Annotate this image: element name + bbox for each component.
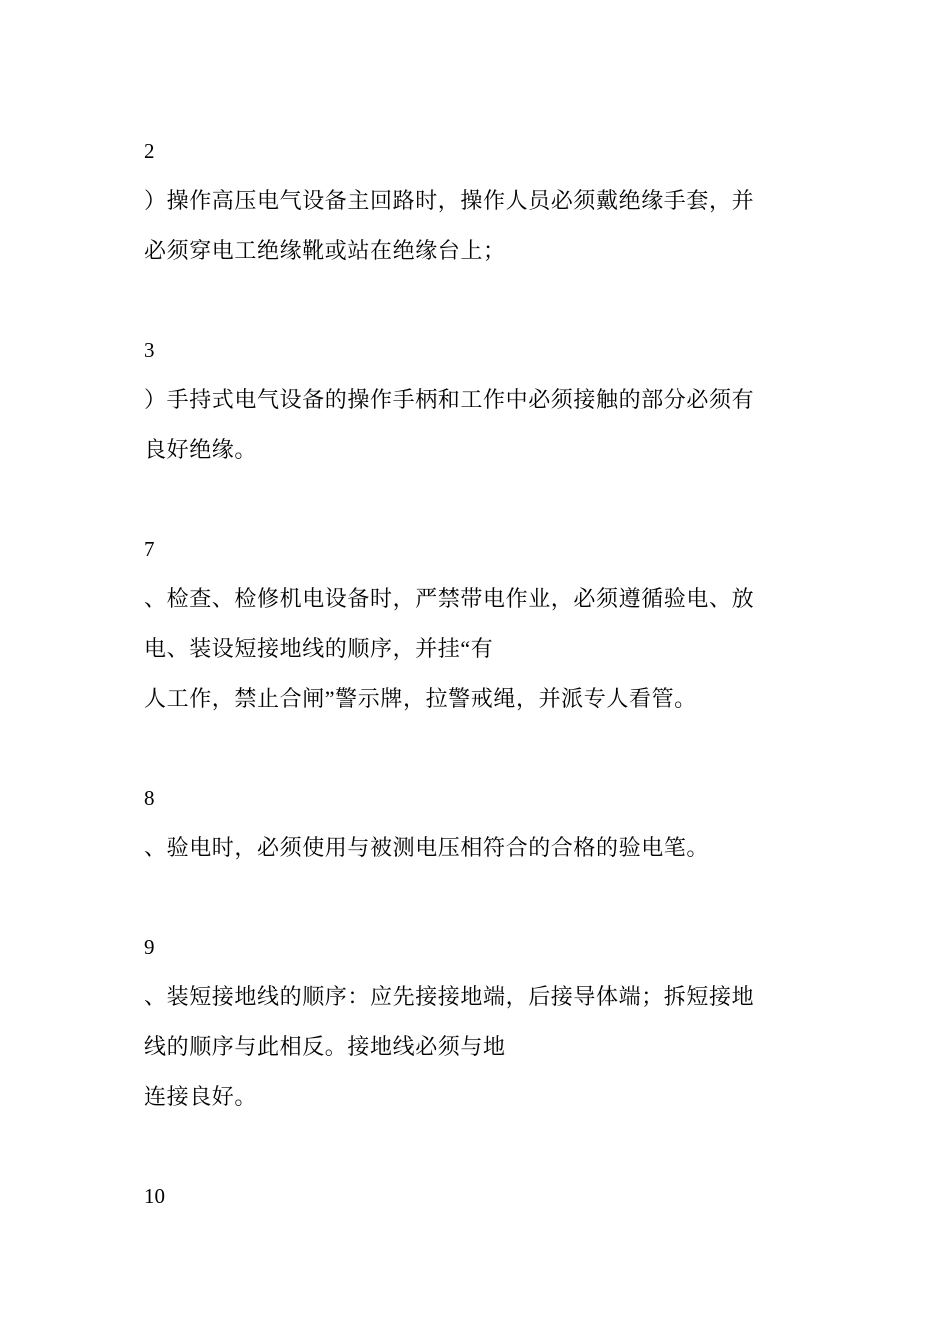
item-text-line: ）手持式电气设备的操作手柄和工作中必须接触的部分必须有: [144, 387, 755, 412]
item-number: 8: [144, 786, 155, 810]
item-text-line: 、检查、检修机电设备时，严禁带电作业，必须遵循验电、放: [144, 586, 755, 611]
item-text-line: 电、装设短接地线的顺序，并挂“有: [144, 636, 494, 661]
item-number: 9: [144, 935, 155, 959]
item-number: 3: [144, 338, 155, 362]
item-number: 2: [144, 139, 155, 163]
item-text-line: ）操作高压电气设备主回路时，操作人员必须戴绝缘手套，并: [144, 188, 755, 213]
item-text-line: 线的顺序与此相反。接地线必须与地: [144, 1034, 506, 1059]
item-text-line: 良好绝缘。: [144, 437, 258, 462]
item-text-line: 必须穿电工绝缘靴或站在绝缘台上；: [144, 238, 506, 263]
item-text-line: 连接良好。: [144, 1084, 258, 1109]
item-text-line: 、装短接地线的顺序：应先接接地端，后接导体端；拆短接地: [144, 984, 755, 1009]
item-number: 10: [144, 1184, 165, 1208]
item-text-line: 人工作，禁止合闸”警示牌，拉警戒绳，并派专人看管。: [144, 686, 697, 711]
item-text-line: 、验电时，必须使用与被测电压相符合的合格的验电笔。: [144, 835, 710, 860]
item-number: 7: [144, 537, 155, 561]
